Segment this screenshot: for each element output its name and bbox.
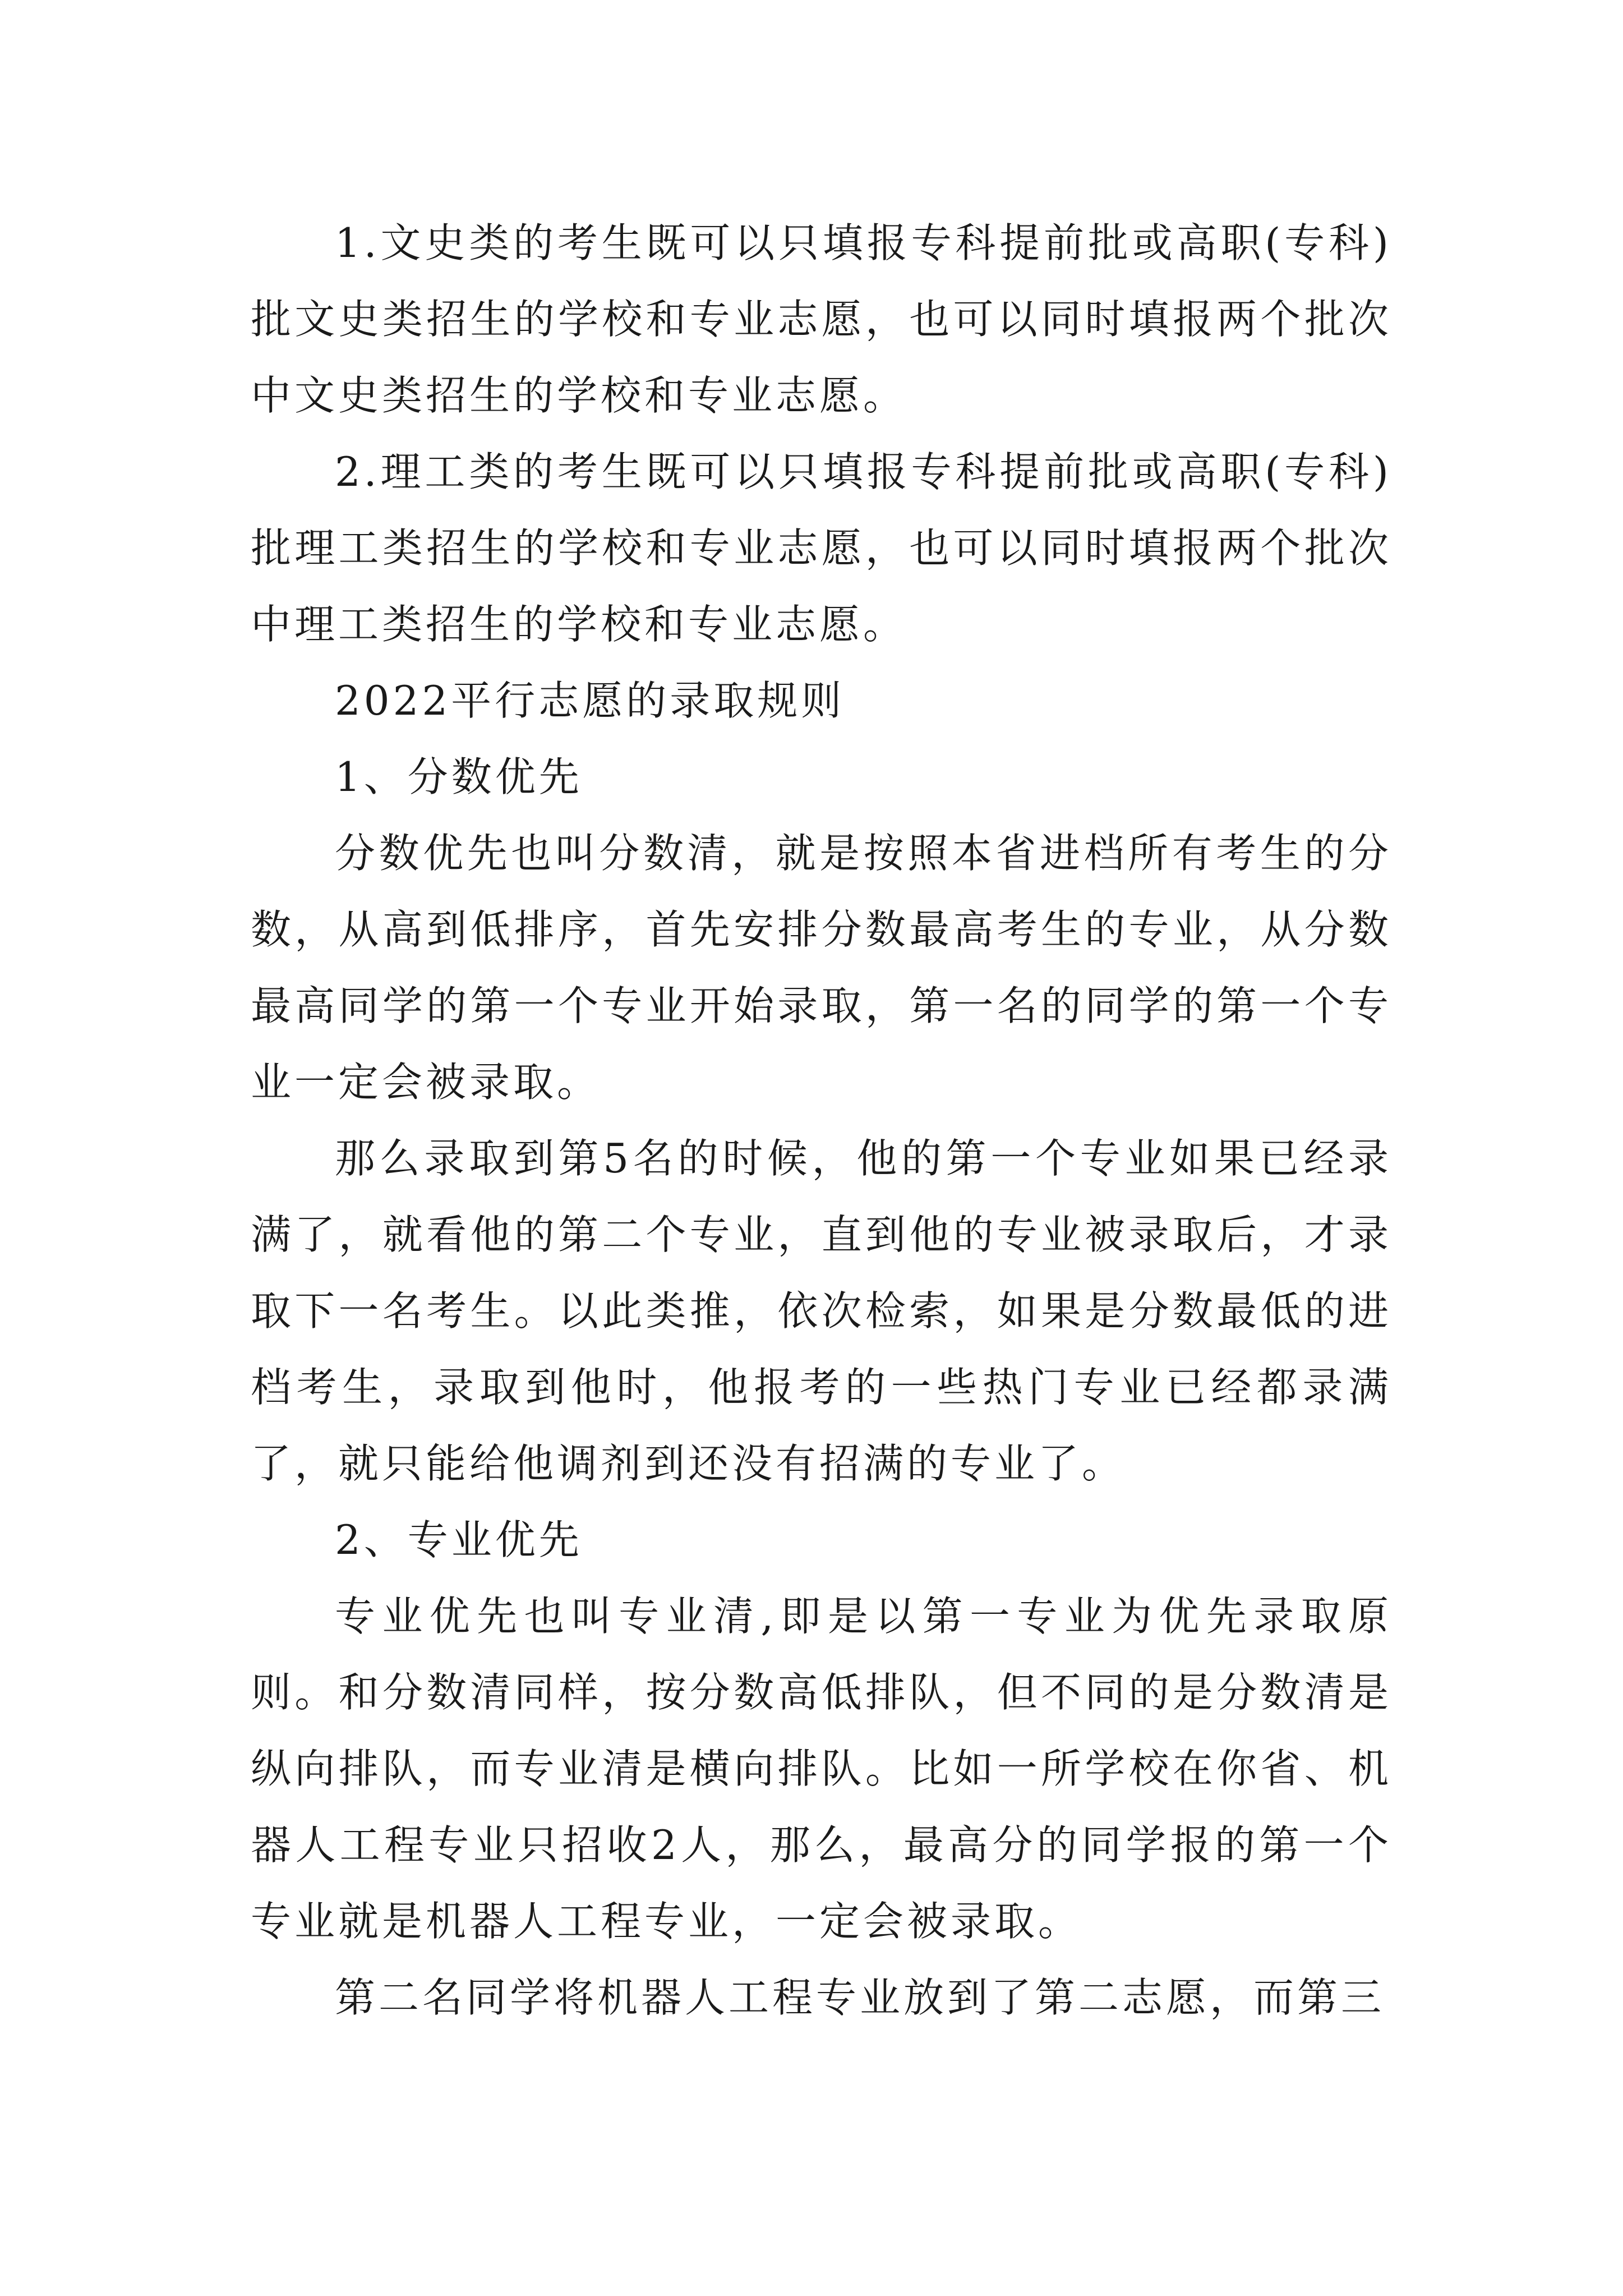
paragraph-score-priority-explanation: 分数优先也叫分数清，就是按照本省进档所有考生的分数，从高到低排序，首先安排分数最高考生的专业，从分数最高同学的第一个专业开始录取，第一名的同学的第一个专业一定会被录取。 xyxy=(251,830,1392,1106)
paragraph-major-priority-continued: 第二名同学将机器人工程专业放到了第二志愿，而第三 xyxy=(335,1974,1385,2021)
document-body xyxy=(251,205,1392,2036)
paragraph-score-priority-example: 那么录取到第5名的时候，他的第一个专业如果已经录满了，就看他的第二个专业，直到他的专业被录取后，才录取下一名考生。以此类推，依次检索，如果是分数最低的进档考生，录取到他时，他报考的一些热门专业已经都录满了，就只能给他调剂到还没有招满的专业了。 xyxy=(251,1135,1392,1487)
subheading-major-priority: 2、专业优先 xyxy=(335,1516,583,1563)
paragraph-major-priority-explanation: 专业优先也叫专业清,即是以第一专业为优先录取原则。和分数清同样，按分数高低排队，但不同的是分数清是纵向排队，而专业清是横向排队。比如一所学校在你省、机器人工程专业只招收2人，那么，最高分的同学报的第一个专业就是机器人工程专业，一定会被录取。 xyxy=(251,1593,1392,1945)
paragraph-liberal-arts-rule: 1.文史类的考生既可以只填报专科提前批或高职(专科)批文史类招生的学校和专业志愿，也可以同时填报两个批次中文史类招生的学校和专业志愿。 xyxy=(251,219,1392,419)
paragraph-science-rule: 2.理工类的考生既可以只填报专科提前批或高职(专科)批理工类招生的学校和专业志愿，也可以同时填报两个批次中理工类招生的学校和专业志愿。 xyxy=(251,448,1392,648)
subheading-score-priority: 1、分数优先 xyxy=(335,753,583,800)
section-heading-admission-rules: 2022平行志愿的录取规则 xyxy=(335,677,845,724)
